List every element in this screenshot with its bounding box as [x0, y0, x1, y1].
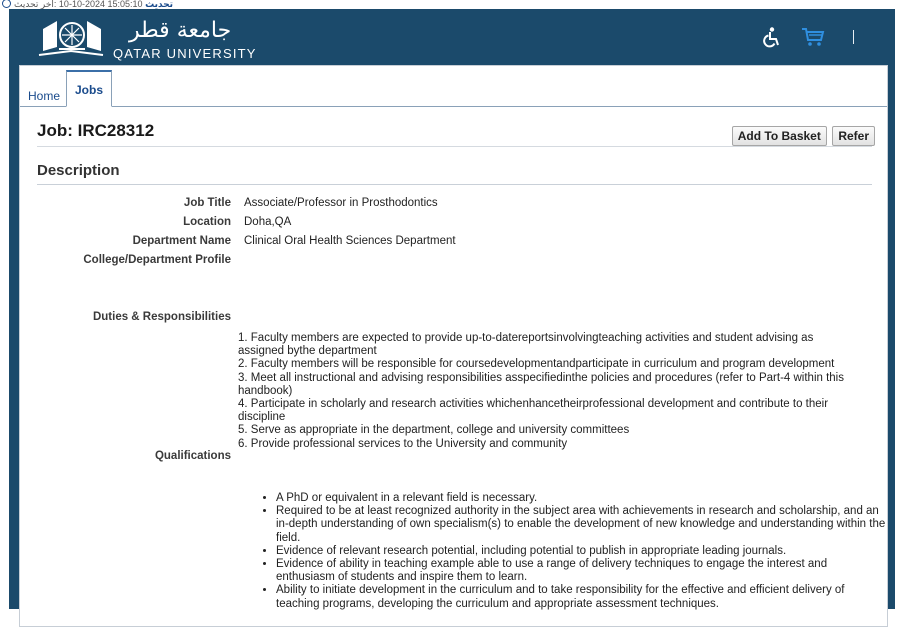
- list-item: • Ability to initiate development in the curriculum and to take responsibility for the effective and efficient delivery of teaching programs, developing the curriculum and appropriate assessment techniques.: [276, 584, 886, 610]
- duties-label: Duties & Responsibilities: [92, 311, 231, 323]
- duty-line: 3. Meet all instructional and advising responsibilities asspecifiedinthe policies and procedures (refer to Part-4 within this handbook): [238, 371, 844, 397]
- list-item: • A PhD or equivalent in a relevant field is necessary.: [276, 492, 886, 505]
- department-value: Clinical Oral Health Sciences Department: [244, 235, 456, 247]
- duty-line: 6. Provide professional services to the University and community: [238, 437, 568, 450]
- duty-line: 2. Faculty members will be responsible for coursedevelopmentandparticipate in curriculum and program development: [238, 358, 835, 371]
- location-label: Location: [183, 216, 231, 228]
- section-heading-description: Description: [37, 162, 120, 179]
- refer-button[interactable]: Refer: [832, 126, 875, 146]
- department-label: Department Name: [132, 235, 231, 247]
- duties-text: [238, 332, 860, 451]
- section-divider: [37, 184, 872, 185]
- refresh-link[interactable]: تحديث: [0, 0, 173, 9]
- shopping-cart-icon[interactable]: [801, 26, 825, 53]
- qualifications-label: Qualifications: [154, 450, 231, 462]
- job-title-label: Job Title: [183, 197, 231, 209]
- page-title: Job: IRC28312: [37, 121, 155, 140]
- qualifications-list: [258, 492, 886, 611]
- site-header: [9, 9, 895, 65]
- duty-line: 5. Serve as appropriate in the department, college and university committees: [238, 424, 630, 437]
- job-actions: [731, 126, 875, 146]
- list-item: • Evidence of relevant research potential, including potential to publish in appropriate leading journals.: [276, 545, 886, 558]
- list-item: • Required to be at least recognized authority in the subject area with achievements in research and scholarship, and an in-depth understanding of own specialism(s) to enable the development of new knowledge and understanding within the field.: [276, 505, 886, 545]
- tab-jobs[interactable]: Jobs: [66, 70, 112, 107]
- job-title-value: Associate/Professor in Prosthodontics: [244, 197, 438, 209]
- tab-home[interactable]: Home: [28, 89, 61, 103]
- university-emblem-icon: [37, 17, 107, 59]
- duty-line: 4. Participate in scholarly and research activities whichenhancetheirprofessional development and contribute to their discipline: [238, 398, 829, 424]
- logo-english-text: QATAR UNIVERSITY: [113, 46, 257, 61]
- header-divider: [853, 30, 854, 44]
- accessibility-icon[interactable]: [761, 26, 783, 53]
- add-to-basket-button[interactable]: Add To Basket: [732, 126, 827, 146]
- logo-arabic-text: جامعة قطر: [129, 18, 232, 43]
- nav-tabs: [20, 66, 887, 107]
- qatar-university-logo[interactable]: [37, 17, 267, 61]
- list-item: • Evidence of ability in teaching example able to use a range of delivery techniques to engage the interest and enthusiasm of students and inspire them to learn.: [276, 558, 886, 584]
- title-divider: [37, 146, 872, 147]
- top-status-strip: [0, 0, 900, 9]
- profile-label: College/Department Profile: [83, 254, 231, 266]
- duty-line: 1. Faculty members are expected to provide up-to-datereportsinvolvingteaching activities and student advising as assigned bythe department: [238, 332, 814, 358]
- page-frame: [9, 9, 895, 609]
- last-updated-text: 15:05:10 2024-10-10 :آخر تحديث: [14, 0, 143, 9]
- location-value: Doha,QA: [244, 216, 292, 228]
- main-panel: [19, 65, 888, 627]
